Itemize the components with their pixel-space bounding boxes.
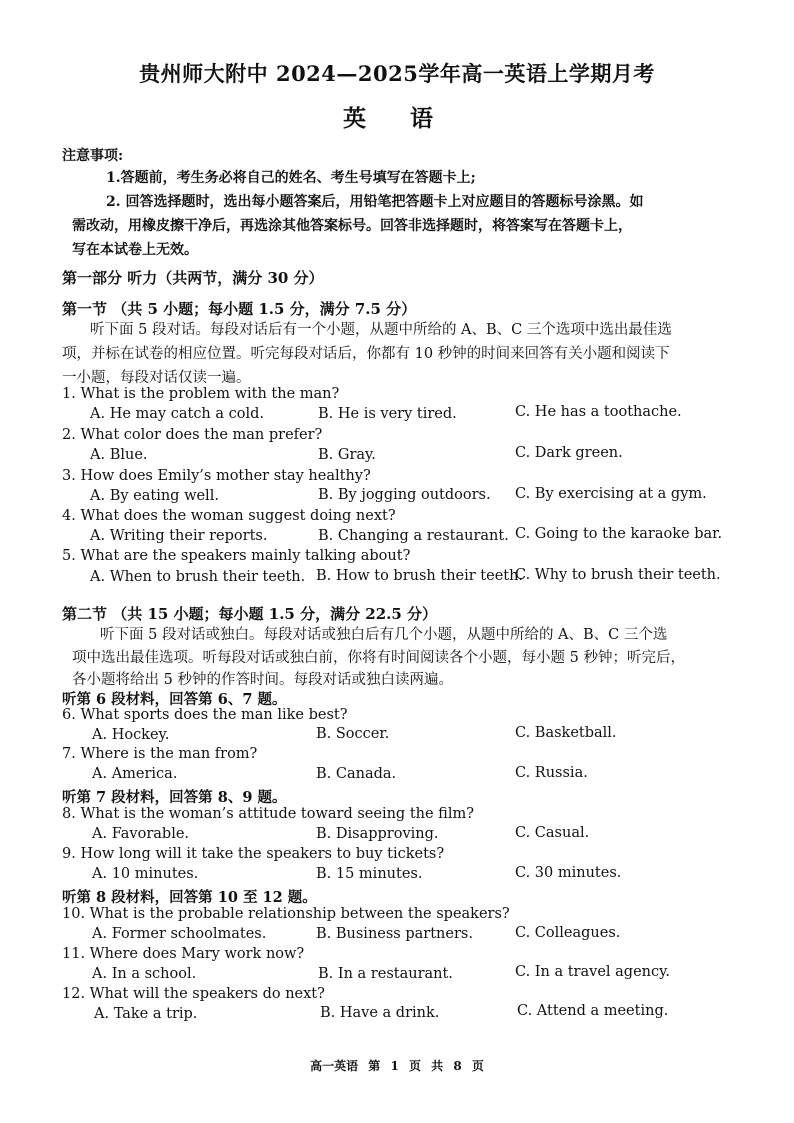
question-5-option-a: A. When to brush their teeth. <box>90 569 306 585</box>
note-item-2-line-2: 需改动，用橡皮擦干净后，再选涂其他答案标号。回答非选择题时，将答案写在答题卡上， <box>72 218 632 234</box>
question-2-option-a: A. Blue. <box>90 447 148 463</box>
question-6: 6. What sports does the man like best? <box>62 707 348 723</box>
question-11: 11. Where does Mary work now? <box>62 946 305 962</box>
question-12: 12. What will the speakers do next? <box>62 986 325 1002</box>
section-2-instruction-line-2: 项中选出最佳选项。听每段对话或独白前，你将有时间阅读各个小题，每小题 5 秒钟；听完后， <box>72 650 685 666</box>
page-footer: 高一英语 第 1 页 共 8 页 <box>310 1059 484 1073</box>
question-10: 10. What is the probable relationship between the speakers? <box>62 906 510 922</box>
note-item-1: 1.答题前，考生务必将自己的姓名、考生号填写在答题卡上; <box>106 170 476 186</box>
question-10-option-a: A. Former schoolmates. <box>92 926 267 942</box>
question-7-option-a: A. America. <box>92 766 178 782</box>
question-9-option-c: C. 30 minutes. <box>515 865 622 881</box>
question-4-option-b: B. Changing a restaurant. <box>318 528 509 544</box>
question-8: 8. What is the woman’s attitude toward seeing the film? <box>62 806 475 822</box>
question-2-option-b: B. Gray. <box>318 447 376 463</box>
material-7-instruction: 听第 7 段材料，回答第 8、9 题。 <box>62 789 287 806</box>
question-8-option-a: A. Favorable. <box>92 826 190 842</box>
question-3-option-c: C. By exercising at a gym. <box>515 486 707 502</box>
question-8-option-c: C. Casual. <box>515 825 590 841</box>
question-4-option-a: A. Writing their reports. <box>90 528 268 544</box>
question-6-option-c: C. Basketball. <box>515 725 617 741</box>
section-2-instruction-line-1: 听下面 5 段对话或独白。每段对话或独白后有几个小题，从题中所给的 A、B、C 三个选 <box>100 627 668 643</box>
note-item-2-line-1: 2. 回答选择题时，选出每小题答案后，用铅笔把答题卡上对应题目的答题标号涂黑。如 <box>106 194 644 210</box>
question-4-option-c: C. Going to the karaoke bar. <box>515 526 723 542</box>
question-1: 1. What is the problem with the man? <box>62 386 340 402</box>
section-2-instruction-line-3: 各小题将给出 5 秒钟的作答时间。每段对话或独白读两遍。 <box>72 672 453 688</box>
note-item-2-line-3: 写在本试卷上无效。 <box>72 242 198 258</box>
section-1-instruction <box>62 318 742 342</box>
question-12-option-c: C. Attend a meeting. <box>517 1003 669 1019</box>
notes-heading: 注意事项: <box>62 148 124 164</box>
question-7: 7. Where is the man from? <box>62 746 258 762</box>
question-6-option-a: A. Hockey. <box>92 727 170 743</box>
question-11-option-c: C. In a travel agency. <box>515 964 670 980</box>
material-8-instruction: 听第 8 段材料，回答第 10 至 12 题。 <box>62 889 317 906</box>
question-9: 9. How long will it take the speakers to buy tickets? <box>62 846 445 862</box>
question-3-option-b: B. By jogging outdoors. <box>318 487 491 503</box>
section-1-instruction-line-3: 一小题，每段对话仅读一遍。 <box>62 370 251 386</box>
question-3-option-a: A. By eating well. <box>90 488 219 504</box>
question-7-option-b: B. Canada. <box>316 766 397 782</box>
question-2: 2. What color does the man prefer? <box>62 427 323 443</box>
question-6-option-b: B. Soccer. <box>316 726 390 742</box>
material-6-instruction: 听第 6 段材料，回答第 6、7 题。 <box>62 691 287 708</box>
question-5: 5. What are the speakers mainly talking about? <box>62 548 411 564</box>
exam-title: 贵州师大附中 2024—2025学年高一英语上学期月考 <box>139 61 655 86</box>
question-2-option-c: C. Dark green. <box>515 445 623 461</box>
question-3: 3. How does Emily’s mother stay healthy? <box>62 468 371 484</box>
question-9-option-b: B. 15 minutes. <box>316 866 423 882</box>
question-12-option-a: A. Take a trip. <box>94 1006 198 1022</box>
section-1-heading: 第一节 （共 5 小题；每小题 1.5 分，满分 7.5 分） <box>62 300 417 318</box>
question-5-option-c: C. Why to brush their teeth. <box>515 567 721 583</box>
question-1-option-a: A. He may catch a cold. <box>90 406 265 422</box>
question-1-option-c: C. He has a toothache. <box>515 404 682 420</box>
question-9-option-a: A. 10 minutes. <box>92 866 199 882</box>
section-2-heading: 第二节 （共 15 小题；每小题 1.5 分，满分 22.5 分） <box>62 605 438 623</box>
part-1-heading: 第一部分 听力（共两节，满分 30 分） <box>62 269 324 287</box>
question-8-option-b: B. Disapproving. <box>316 826 439 842</box>
question-10-option-c: C. Colleagues. <box>515 925 621 941</box>
question-11-option-a: A. In a school. <box>92 966 197 982</box>
question-10-option-b: B. Business partners. <box>316 926 473 942</box>
section-1-instruction-line-1: 听下面 5 段对话。每段对话后有一个小题，从题中所给的 A、B、C 三个选项中选出最佳选 <box>90 322 672 338</box>
subject-title: 英 语 <box>342 105 451 132</box>
section-1-instruction-line-2: 项，并标在试卷的相应位置。听完每段对话后，你都有 10 秒钟的时间来回答有关小题和阅读下 <box>62 346 670 362</box>
question-11-option-b: B. In a restaurant. <box>318 966 453 982</box>
question-1-option-b: B. He is very tired. <box>318 406 457 422</box>
question-7-option-c: C. Russia. <box>515 765 588 781</box>
question-4: 4. What does the woman suggest doing next? <box>62 508 396 524</box>
question-5-option-b: B. How to brush their teeth. <box>316 568 524 584</box>
question-12-option-b: B. Have a drink. <box>320 1005 440 1021</box>
